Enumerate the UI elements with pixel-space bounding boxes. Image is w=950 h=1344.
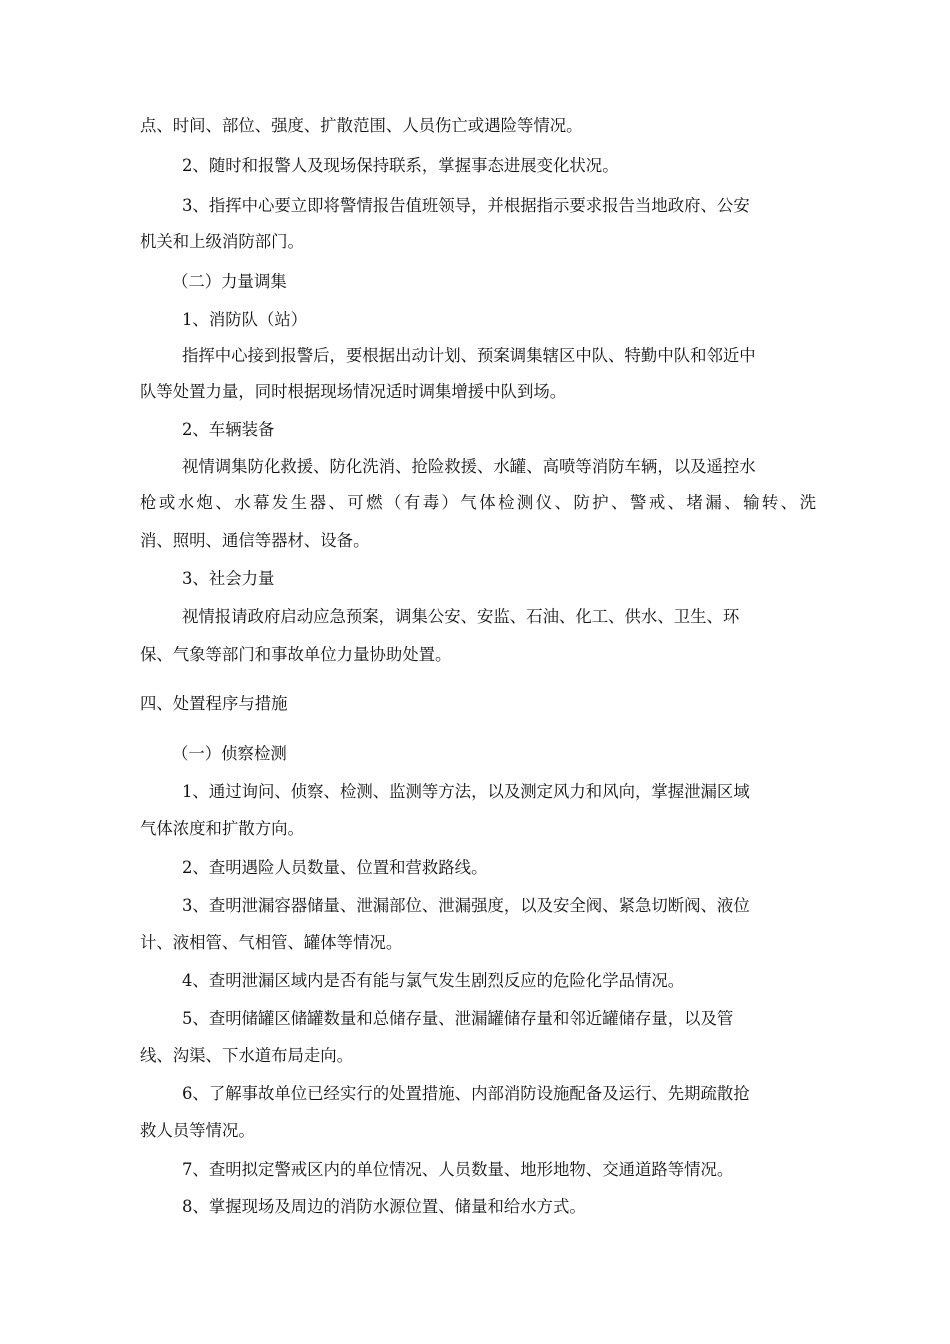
text-line: 3、查明泄漏容器储量、泄漏部位、泄漏强度，以及安全阀、紧急切断阀、液位 [182,896,750,915]
text-line: 消、照明、通信等器材、设备。 [140,531,370,550]
text-line: 枪或水炮、水幕发生器、可燃（有毒）气体检测仪、防护、警戒、堵漏、输转、洗 [140,493,816,512]
text-line: 2、随时和报警人及现场保持联系，掌握事态进展变化状况。 [182,156,619,175]
text-line: 7、查明拟定警戒区内的单位情况、人员数量、地形地物、交通道路等情况。 [182,1160,734,1179]
text-line: 4、查明泄漏区域内是否有能与氯气发生剧烈反应的危险化学品情况。 [182,971,685,990]
text-line: 机关和上级消防部门。 [140,232,304,251]
text-line: 视情调集防化救援、防化洗消、抢险救援、水罐、高喷等消防车辆，以及遥控水 [182,457,756,476]
text-line: 计、液相管、气相管、罐体等情况。 [140,933,403,952]
text-line: 视情报请政府启动应急预案，调集公安、安监、石油、化工、供水、卫生、环 [182,607,740,626]
subsection-heading: 2、车辆装备 [182,420,275,439]
chapter-heading: 四、处置程序与措施 [140,694,288,713]
section-heading: （一）侦察检测 [172,744,287,763]
text-line: 气体浓度和扩散方向。 [140,819,304,838]
text-line: 救人员等情况。 [140,1121,255,1140]
text-line: 1、通过询问、侦察、检测、监测等方法，以及测定风力和风向，掌握泄漏区域 [182,782,750,801]
subsection-heading: 3、社会力量 [182,569,275,588]
text-line: 线、沟渠、下水道布局走向。 [140,1046,354,1065]
text-line: 点、时间、部位、强度、扩散范围、人员伤亡或遇险等情况。 [140,116,583,135]
section-heading: （二）力量调集 [172,272,287,291]
text-line: 队等处置力量，同时根据现场情况适时调集增援中队到场。 [140,382,567,401]
text-line: 3、指挥中心要立即将警情报告值班领导，并根据指示要求报告当地政府、公安 [182,196,750,215]
subsection-heading: 1、消防队（站） [182,310,308,329]
text-line: 6、了解事故单位已经实行的处置措施、内部消防设施配备及运行、先期疏散抢 [182,1084,750,1103]
text-line: 保、气象等部门和事故单位力量协助处置。 [140,645,452,664]
text-line: 2、查明遇险人员数量、位置和营救路线。 [182,858,488,877]
text-line: 5、查明储罐区储罐数量和总储存量、泄漏罐储存量和邻近罐储存量，以及管 [182,1009,734,1028]
text-line: 8、掌握现场及周边的消防水源位置、储量和给水方式。 [182,1197,586,1216]
text-line: 指挥中心接到报警后，要根据出动计划、预案调集辖区中队、特勤中队和邻近中 [182,346,756,365]
